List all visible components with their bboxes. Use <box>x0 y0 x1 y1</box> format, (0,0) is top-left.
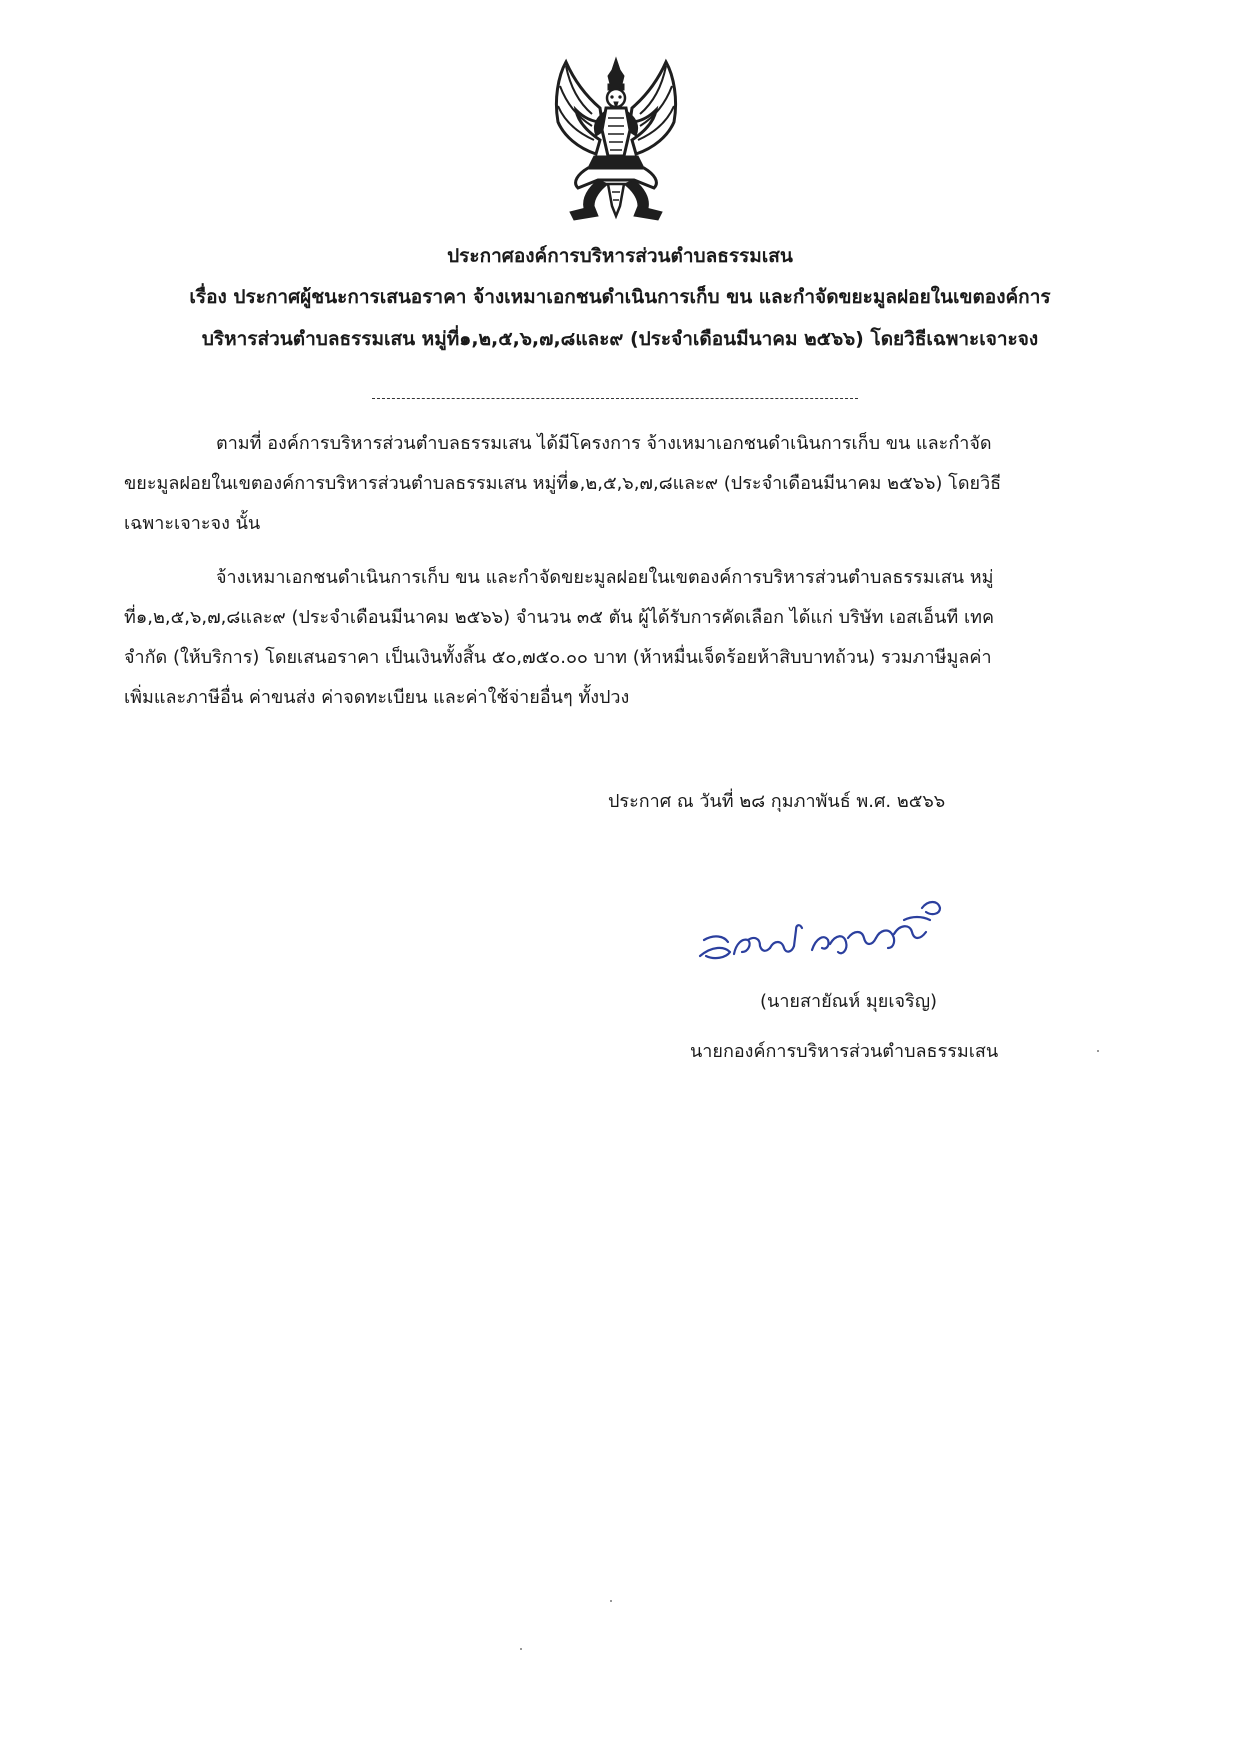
scan-speck <box>1097 1050 1099 1052</box>
scan-speck <box>610 1600 612 1602</box>
paragraph-1-line: เฉพาะเจาะจง นั้น <box>124 513 261 534</box>
subject-line-2: บริหารส่วนตำบลธรรมเสน หมู่ที่๑,๒,๕,๖,๗,๘และ๙ (ประจำเดือนมีนาคม ๒๕๖๖) โดยวิธีเฉพาะเจาะจง <box>201 328 1039 350</box>
announcement-date: ประกาศ ณ วันที่ ๒๘ กุมภาพันธ์ พ.ศ. ๒๕๖๖ <box>608 791 946 812</box>
paragraph-1 <box>124 424 1110 544</box>
paragraph-2-line: จำกัด (ให้บริการ) โดยเสนอราคา เป็นเงินทั้งสิ้น ๕๐,๗๕๐.๐๐ บาท (ห้าหมื่นเจ็ดร้อยห้าสิบบาทถ้วน) รวมภาษีมูลค่า <box>124 647 992 668</box>
paragraph-2-line: ที่๑,๒,๕,๖,๗,๘และ๙ (ประจำเดือนมีนาคม ๒๕๖๖) จำนวน ๓๕ ตัน ผู้ได้รับการคัดเลือก ได้แก่ บริษัท เอสเอ็นที เทค <box>124 607 995 628</box>
paragraph-1-line: ตามที่ องค์การบริหารส่วนตำบลธรรมเสน ได้มีโครงการ จ้างเหมาเอกชนดำเนินการเก็บ ขน และกำจัด <box>216 433 992 454</box>
subject-line-1: เรื่อง ประกาศผู้ชนะการเสนอราคา จ้างเหมาเอกชนดำเนินการเก็บ ขน และกำจัดขยะมูลฝอยในเขตองค์การ <box>189 286 1051 308</box>
signer-title: นายกองค์การบริหารส่วนตำบลธรรมเสน <box>690 1041 999 1062</box>
dashed-separator <box>372 398 858 399</box>
paragraph-1-line: ขยะมูลฝอยในเขตองค์การบริหารส่วนตำบลธรรมเสน หมู่ที่๑,๒,๕,๖,๗,๘และ๙ (ประจำเดือนมีนาคม ๒๕๖๖) โดยวิธี <box>124 473 1002 494</box>
handwritten-signature <box>690 890 970 970</box>
announcement-title: ประกาศองค์การบริหารส่วนตำบลธรรมเสน <box>447 245 793 267</box>
signer-name: (นายสายัณห์ มุยเจริญ) <box>760 991 938 1012</box>
paragraph-2-line: เพิ่มและภาษีอื่น ค่าขนส่ง ค่าจดทะเบียน และค่าใช้จ่ายอื่นๆ ทั้งปวง <box>124 687 630 708</box>
scan-speck <box>520 1648 522 1650</box>
announcement-header <box>100 246 1140 349</box>
garuda-emblem <box>548 56 684 222</box>
paragraph-2 <box>124 558 1110 718</box>
paragraph-2-line: จ้างเหมาเอกชนดำเนินการเก็บ ขน และกำจัดขยะมูลฝอยในเขตองค์การบริหารส่วนตำบลธรรมเสน หมู่ <box>216 567 994 588</box>
